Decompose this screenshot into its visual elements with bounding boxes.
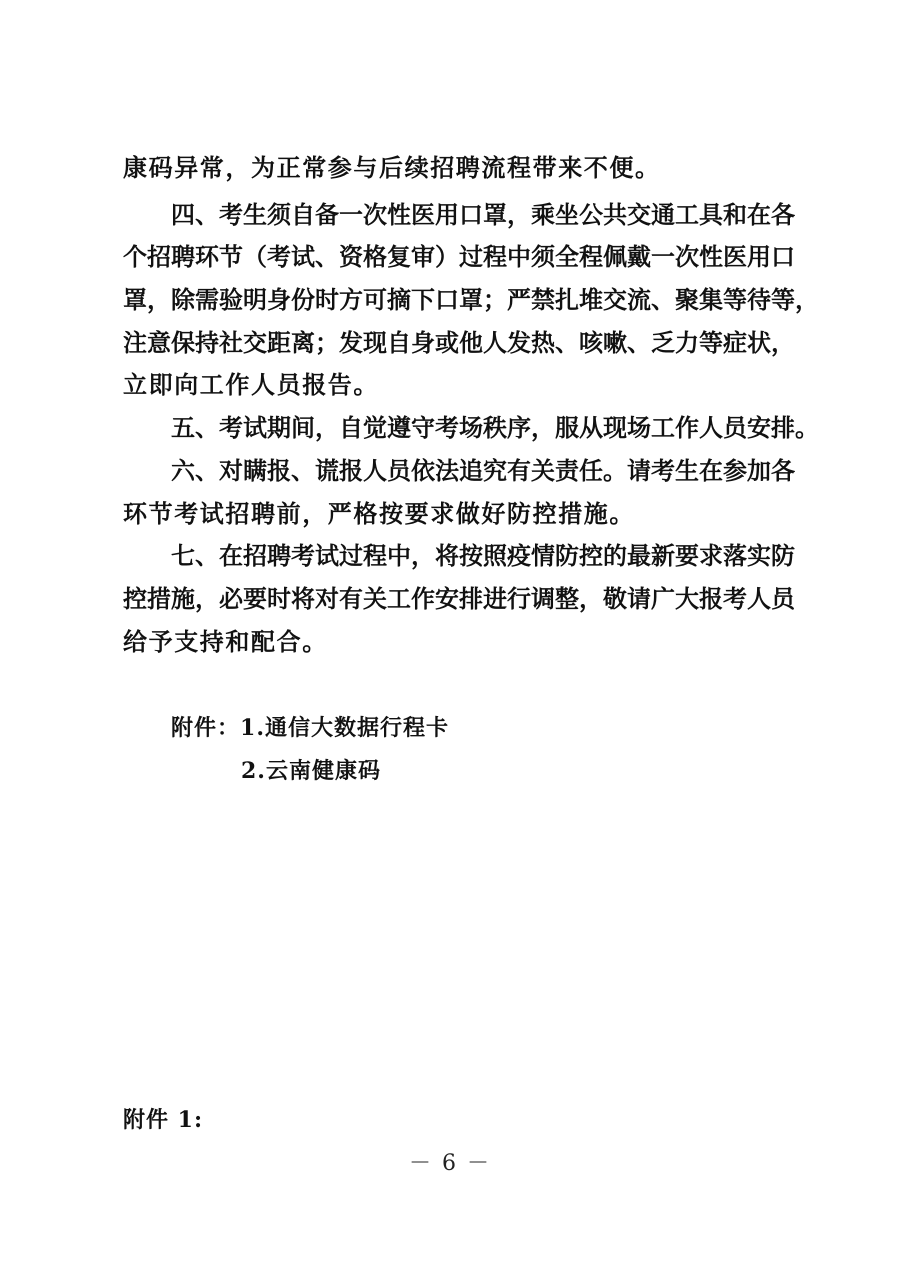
paragraph-line: 四、考生须自备一次性医用口罩，乘坐公共交通工具和在各 bbox=[171, 200, 795, 229]
paragraph-line: 康码异常，为正常参与后续招聘流程带来不便。 bbox=[123, 153, 661, 182]
paragraph-line: 六、对瞒报、谎报人员依法追究有关责任。请考生在参加各 bbox=[171, 456, 795, 485]
attachment-item: 2.云南健康码 bbox=[241, 758, 381, 784]
attachment-item: 1.通信大数据行程卡 bbox=[240, 715, 449, 741]
attachments-label: 附件： bbox=[171, 715, 241, 741]
paragraph-line: 罩，除需验明身份时方可摘下口罩；严禁扎堆交流、聚集等待等， bbox=[123, 285, 819, 314]
paragraph-line: 注意保持社交距离；发现自身或他人发热、咳嗽、乏力等症状， bbox=[123, 328, 795, 357]
paragraph-line: 环节考试招聘前，严格按要求做好防控措施。 bbox=[123, 499, 635, 528]
attachments-list bbox=[171, 712, 449, 744]
paragraph-line: 七、在招聘考试过程中，将按照疫情防控的最新要求落实防 bbox=[171, 541, 795, 570]
page-number: － 6 － bbox=[409, 1151, 491, 1176]
paragraph-line: 给予支持和配合。 bbox=[123, 627, 328, 656]
paragraph-line: 个招聘环节（考试、资格复审）过程中须全程佩戴一次性医用口 bbox=[123, 242, 795, 271]
paragraph-line: 五、考试期间，自觉遵守考场秩序，服从现场工作人员安排。 bbox=[171, 413, 819, 442]
attachment-header: 附件 1: bbox=[123, 1107, 204, 1133]
paragraph-line: 立即向工作人员报告。 bbox=[123, 370, 379, 399]
paragraph-line: 控措施，必要时将对有关工作安排进行调整，敬请广大报考人员 bbox=[123, 584, 795, 613]
